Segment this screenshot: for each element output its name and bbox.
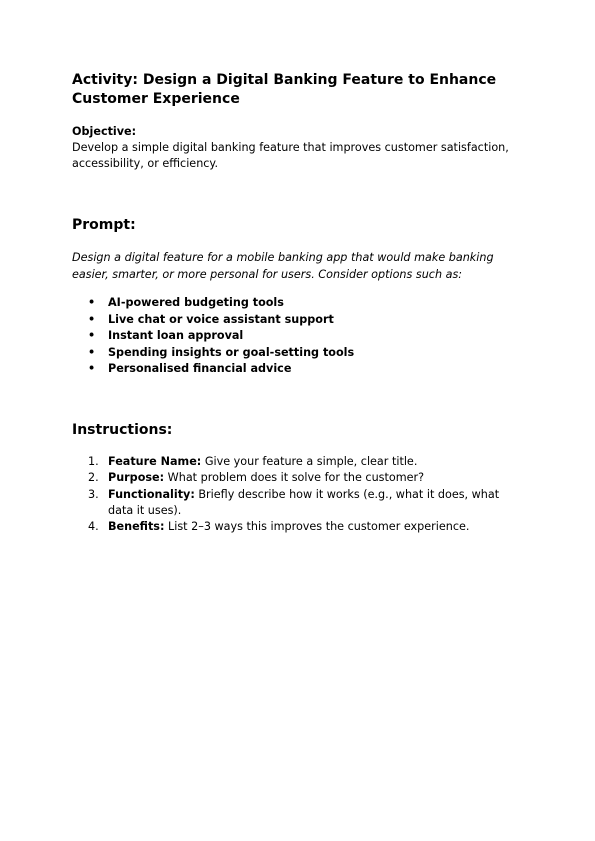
list-item bbox=[72, 519, 522, 535]
list-item bbox=[72, 361, 354, 378]
step-text: Give your feature a simple, clear title. bbox=[204, 455, 418, 468]
list-item bbox=[72, 487, 522, 520]
step-number: 4. bbox=[88, 520, 99, 534]
bullet-icon: • bbox=[88, 345, 96, 359]
instructions-heading: Instructions: bbox=[72, 422, 173, 438]
objective-label: Objective: bbox=[72, 125, 137, 138]
step-label: Benefits: bbox=[108, 520, 165, 534]
step-label: Feature Name: bbox=[108, 455, 202, 468]
objective-text: Develop a simple digital banking feature that improves customer satisfaction, accessibility, or efficiency. bbox=[72, 141, 509, 170]
step-text: What problem does it solve for the customer? bbox=[167, 471, 425, 485]
feature-options-list bbox=[72, 295, 354, 378]
activity-title: Activity: Design a Digital Banking Feature to Enhance Customer Experience bbox=[72, 72, 497, 107]
step-text: List 2–3 ways this improves the customer experience. bbox=[168, 520, 470, 534]
step-number: 2. bbox=[88, 471, 99, 485]
option-label: Spending insights or goal-setting tools bbox=[108, 345, 355, 359]
list-item bbox=[72, 345, 354, 362]
option-label: Personalised financial advice bbox=[108, 362, 292, 375]
option-label: Instant loan approval bbox=[108, 329, 244, 342]
option-label: Live chat or voice assistant support bbox=[108, 312, 334, 326]
option-label: AI-powered budgeting tools bbox=[108, 296, 284, 309]
list-item bbox=[72, 295, 354, 312]
list-item bbox=[72, 328, 354, 345]
bullet-icon: • bbox=[88, 312, 96, 326]
list-item bbox=[72, 454, 522, 470]
bullet-icon: • bbox=[88, 362, 96, 375]
step-label: Purpose: bbox=[108, 471, 165, 485]
bullet-icon: • bbox=[88, 296, 96, 309]
prompt-heading: Prompt: bbox=[72, 217, 136, 233]
step-text: Briefly describe how it works (e.g., what it does, what data it uses). bbox=[108, 487, 500, 517]
list-item bbox=[72, 470, 522, 486]
step-number: 3. bbox=[88, 487, 99, 501]
prompt-text: Design a digital feature for a mobile banking app that would make banking easier, smarter, or more personal for users. Consider options such as: bbox=[72, 251, 494, 281]
instructions-list bbox=[72, 454, 522, 535]
step-label: Functionality: bbox=[108, 487, 195, 501]
list-item bbox=[72, 312, 354, 329]
bullet-icon: • bbox=[88, 329, 96, 342]
step-number: 1. bbox=[88, 455, 99, 468]
